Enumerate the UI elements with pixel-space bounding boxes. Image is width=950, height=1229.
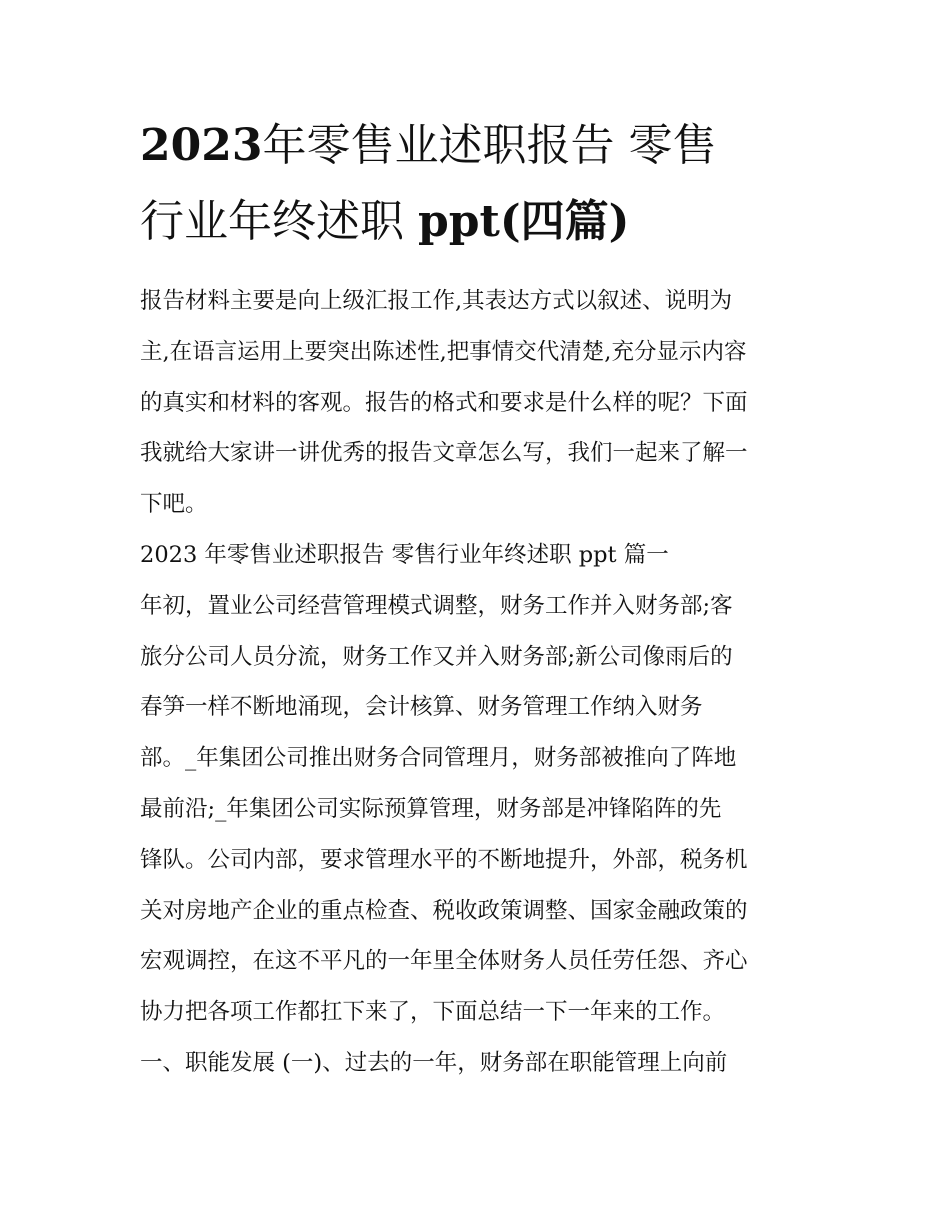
body-line: 年初，置业公司经营管理模式调整，财务工作并入财务部;客 bbox=[140, 592, 733, 619]
body-line: 锋队。公司内部，要求管理水平的不断地提升，外部，税务机 bbox=[140, 846, 748, 873]
body-line: 最前沿;_年集团公司实际预算管理，财务部是冲锋陷阵的先 bbox=[140, 795, 722, 822]
document-content bbox=[140, 116, 812, 1089]
body-line: 报告材料主要是向上级汇报工作,其表达方式以叙述、说明为 bbox=[140, 288, 733, 314]
body-line: 一、职能发展 (一)、过去的一年，财务部在职能管理上向前 bbox=[140, 1049, 728, 1076]
body-line: 协力把各项工作都扛下来了，下面总结一下一年来的工作。 bbox=[140, 999, 726, 1026]
body-line: 部。_年集团公司推出财务合同管理月，财务部被推向了阵地 bbox=[140, 745, 737, 772]
body-line: 我就给大家讲一讲优秀的报告文章怎么写，我们一起来了解一 bbox=[140, 440, 748, 467]
title-ppt: ppt bbox=[418, 196, 500, 247]
title-line-2-pre: 行业年终述职 bbox=[140, 196, 418, 247]
document-title bbox=[140, 116, 812, 252]
title-line-1-text: 年零售业述职报告 零售 bbox=[262, 120, 717, 171]
body-line: 春笋一样不断地涌现，会计核算、财务管理工作纳入财务 bbox=[140, 694, 703, 721]
title-line-1 bbox=[140, 116, 812, 176]
title-line-2 bbox=[140, 192, 812, 252]
document-body bbox=[140, 276, 812, 1089]
body-line: 关对房地产企业的重点检查、税收政策调整、国家金融政策的 bbox=[140, 897, 748, 924]
body-line: 旅分公司人员分流，财务工作又并入财务部;新公司像雨后的 bbox=[140, 643, 733, 670]
title-line-2-post: (四篇) bbox=[499, 196, 630, 247]
body-line: 主,在语言运用上要突出陈述性,把事情交代清楚,充分显示内容 bbox=[140, 338, 747, 365]
body-line: 的真实和材料的客观。报告的格式和要求是什么样的呢？下面 bbox=[140, 389, 748, 416]
title-year: 2023 bbox=[140, 120, 263, 171]
body-line: 宏观调控，在这不平凡的一年里全体财务人员任劳任怨、齐心 bbox=[140, 948, 748, 975]
section-heading: 2023 年零售业述职报告 零售行业年终述职 ppt 篇一 bbox=[140, 541, 669, 568]
body-line: 下吧。 bbox=[140, 491, 208, 518]
